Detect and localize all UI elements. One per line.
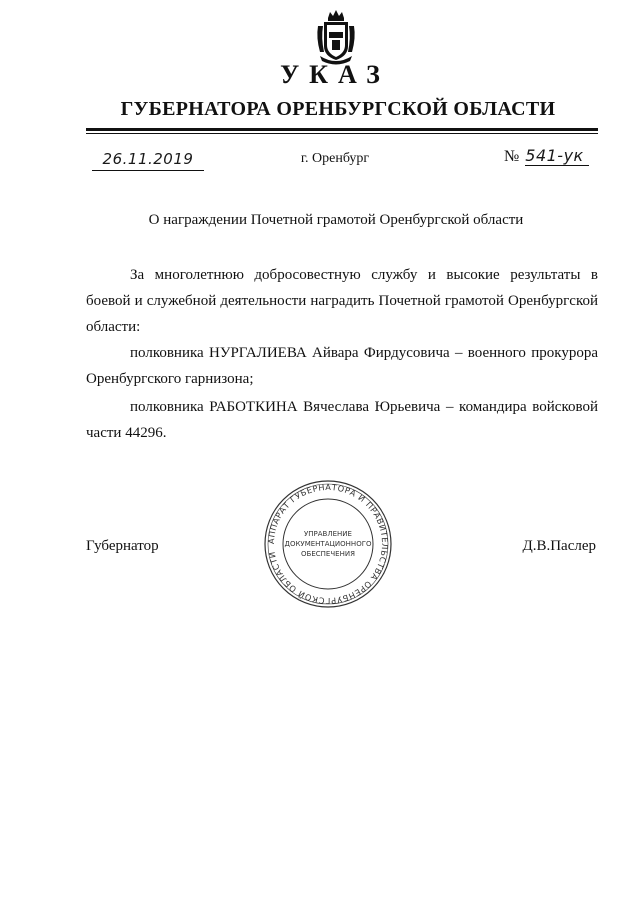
paragraph-award-2: полковника РАБОТКИНА Вячеслава Юрьевича – командира войсковой части 44296. (86, 399, 598, 441)
document-city: г. Оренбург (300, 151, 370, 166)
official-stamp (262, 478, 394, 610)
header-rule-thick (86, 128, 598, 131)
coat-of-arms-icon (314, 8, 358, 66)
document-number: 541-ук (525, 146, 589, 166)
paragraph-intro: За многолетнюю добросовестную службу и высокие результаты в боевой и служебной деятельности наградить Почетной грамотой Оренбургской области: (86, 267, 598, 335)
paragraph-award-1-block (86, 340, 598, 392)
stamp-inner-line-1: УПРАВЛЕНИЕ (304, 530, 352, 538)
document-heading: О награждении Почетной грамотой Оренбургской области (148, 212, 524, 228)
number-sign: № (504, 148, 520, 165)
header-rule-thin (86, 133, 598, 134)
paragraph-award-1: полковника НУРГАЛИЕВА Айвара Фирдусовича – военного прокурора Оренбургского гарнизона; (86, 345, 598, 387)
signer-name: Д.В.Паслер (522, 538, 596, 554)
document-subtitle: ГУБЕРНАТОРА ОРЕНБУРГСКОЙ ОБЛАСТИ (120, 98, 556, 120)
stamp-inner-line-2: ДОКУМЕНТАЦИОННОГО (284, 540, 372, 548)
stamp-inner-line-3: ОБЕСПЕЧЕНИЯ (301, 550, 355, 558)
stamp-outer-text: АППАРАТ ГУБЕРНАТОРА И ПРАВИТЕЛЬСТВА ОРЕНБУРГСКОЙ ОБЛАСТИ (265, 481, 391, 607)
signer-position: Губернатор (86, 538, 159, 554)
document-number-field (504, 146, 589, 166)
document-title: УКАЗ (280, 60, 390, 89)
document-date: 26.11.2019 (102, 150, 194, 168)
paragraph-award-2-block (86, 394, 598, 446)
paragraph-intro-block (86, 262, 598, 340)
